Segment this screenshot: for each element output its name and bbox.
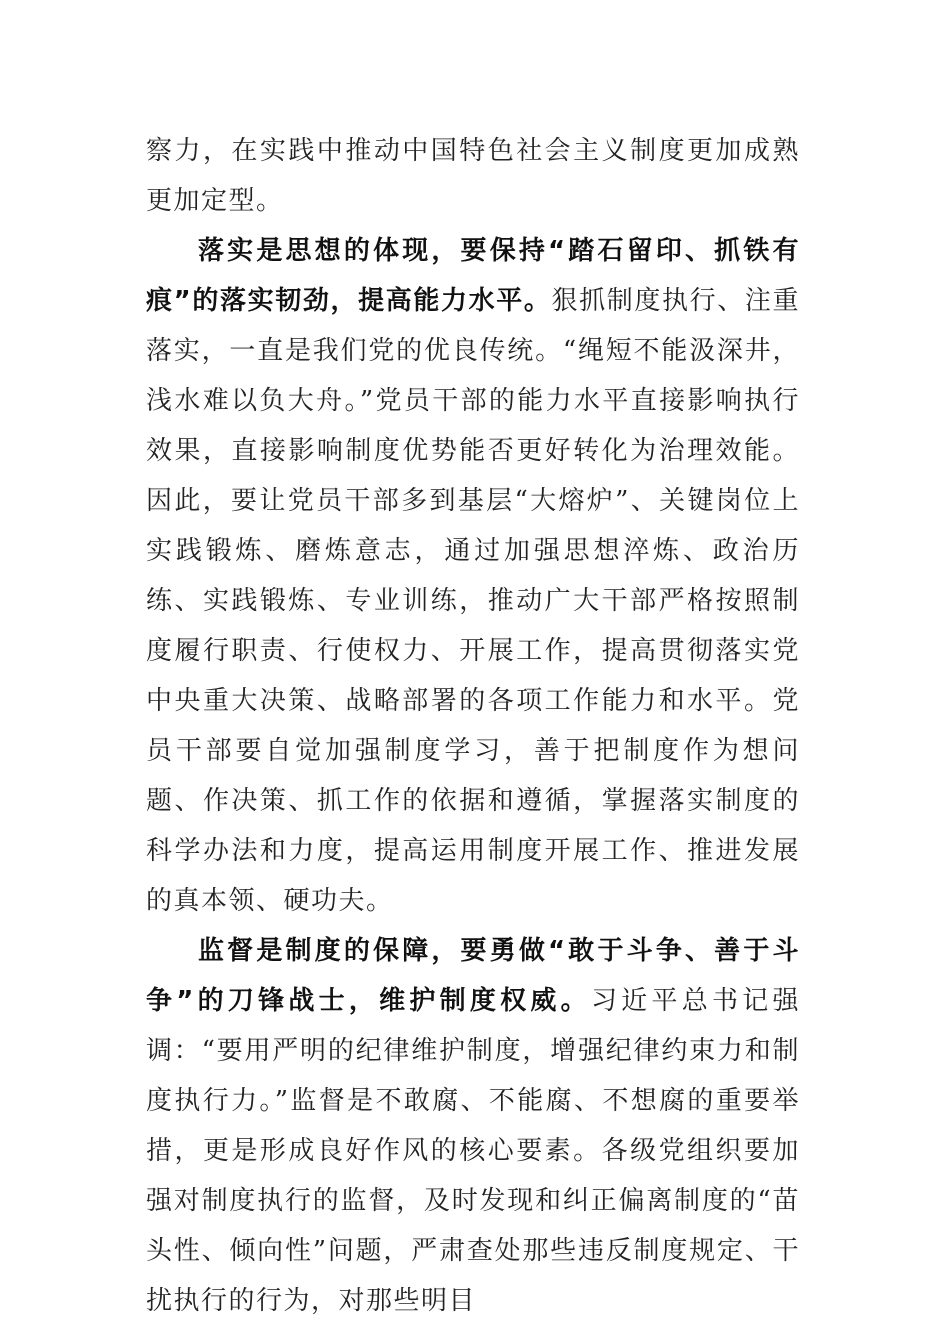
paragraph-text: 习近平总书记强调：“要用严明的纪律维护制度，增强纪律约束力和制度执行力。”监督是不敢腐、不能腐、不想腐的重要举措，更是形成良好作风的核心要素。各级党组织要加强对制度执行的监督，及时发现和纠正偏离制度的“苗头性、倾向性”问题，严肃查处那些违反制度规定、干扰执行的行为，对那些明目 — [146, 986, 800, 1316]
paragraph-continuation — [146, 126, 800, 226]
paragraph-lead-sentence: 落实是思想的体现，要保持“踏石留印、抓铁有痕”的落实韧劲，提高能力水平。 — [146, 236, 800, 316]
paragraph-lead-sentence: 监督是制度的保障，要勇做“敢于斗争、善于斗争”的刀锋战士，维护制度权威。 — [146, 936, 800, 1016]
paragraph-implementation — [146, 226, 800, 926]
paragraph-supervision — [146, 926, 800, 1326]
document-page — [146, 126, 800, 1326]
paragraph-text: 狠抓制度执行、注重落实，一直是我们党的优良传统。“绳短不能汲深井，浅水难以负大舟。”党员干部的能力水平直接影响执行效果，直接影响制度优势能否更好转化为治理效能。因此，要让党员干部多到基层“大熔炉”、关键岗位上实践锻炼、磨炼意志，通过加强思想淬炼、政治历练、实践锻炼、专业训练，推动广大干部严格按照制度履行职责、行使权力、开展工作，提高贯彻落实党中央重大决策、战略部署的各项工作能力和水平。党员干部要自觉加强制度学习，善于把制度作为想问题、作决策、抓工作的依据和遵循，掌握落实制度的科学办法和力度，提高运用制度开展工作、推进发展的真本领、硬功夫。 — [146, 286, 800, 916]
paragraph-text: 察力，在实践中推动中国特色社会主义制度更加成熟更加定型。 — [146, 136, 800, 216]
